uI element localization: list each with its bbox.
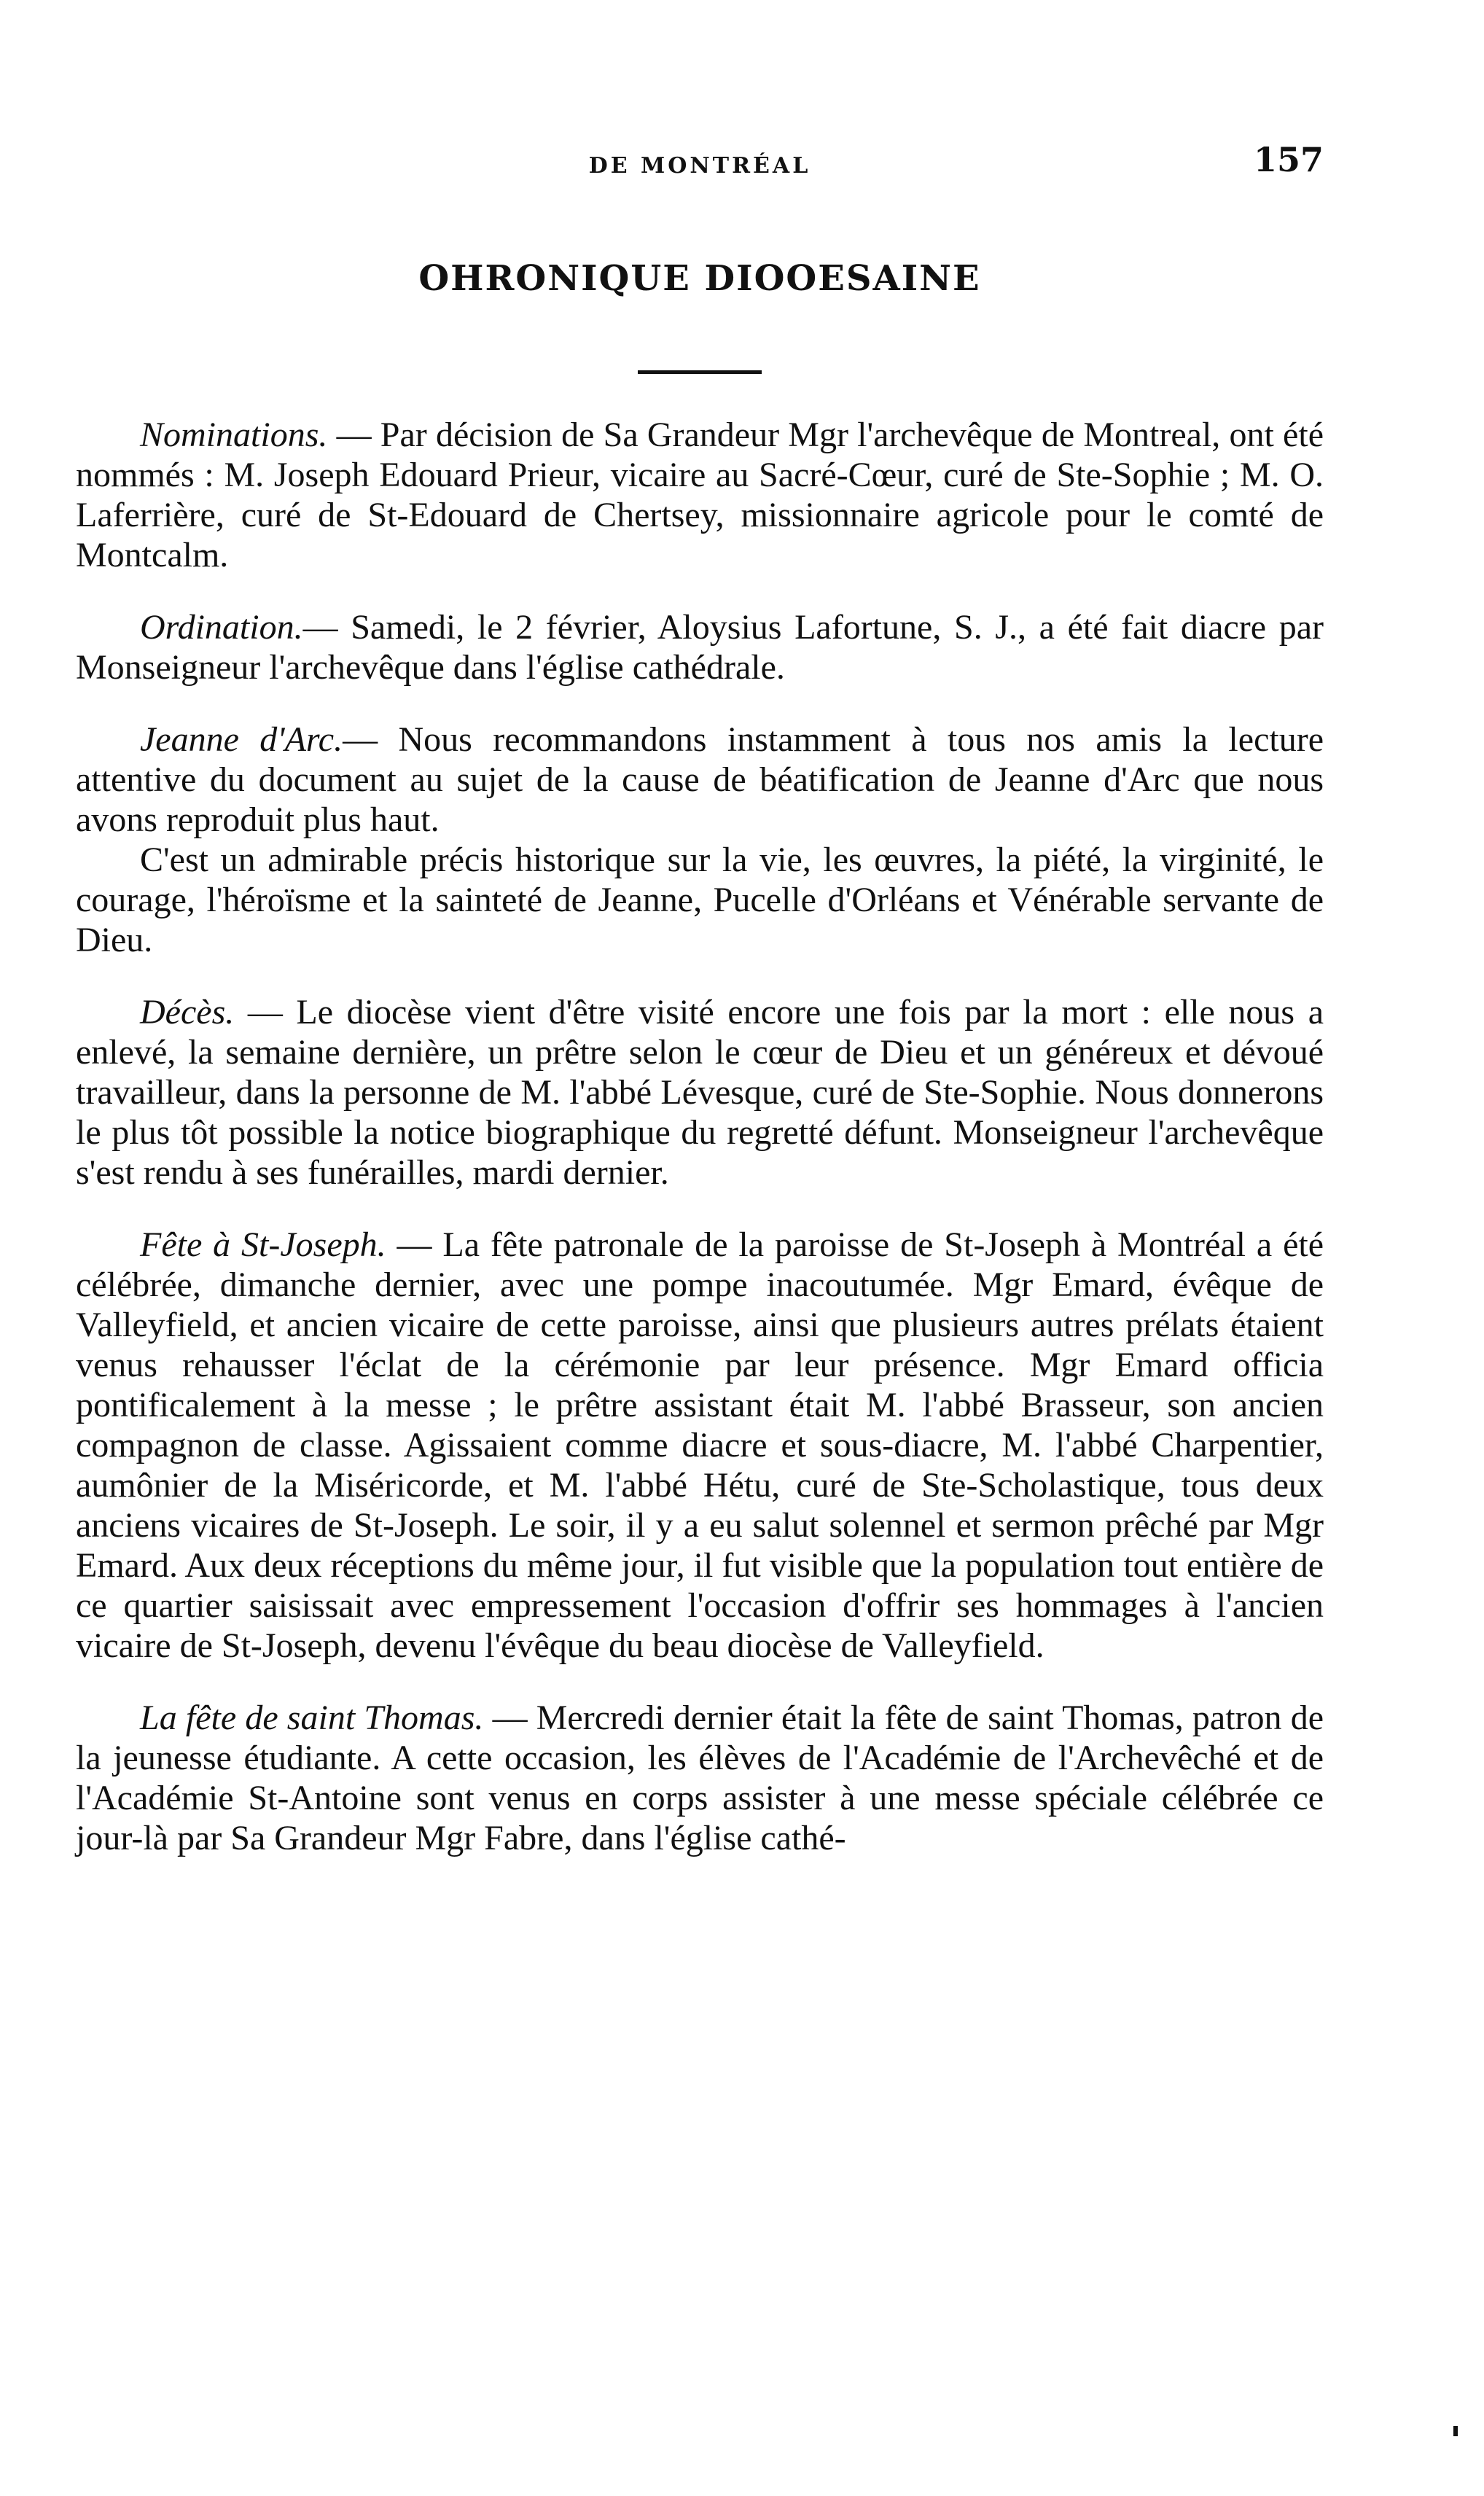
- section-title: OHRONIQUE DIOOESAINE: [418, 258, 981, 299]
- entry-text: — Par décision de Sa Grandeur Mgr l'archevêque de Montreal, ont été nommés : M. Joseph Edouard Prieur, vicaire au Sacré-Cœur, curé de Ste-Sophie ; M. O. Laferrière, curé de St-Edouard de Chertsey, missionnaire agricole pour le comté de Montcalm.: [76, 416, 1324, 574]
- entry-deces: [76, 992, 1324, 1193]
- entry-jeanne-darc: [76, 719, 1324, 840]
- entry-jeanne-darc-continued: [76, 840, 1324, 960]
- entry-fete-st-joseph: [76, 1225, 1324, 1666]
- title-rule: [638, 370, 762, 374]
- scan-speck: [1453, 2426, 1458, 2436]
- entry-lead: Nominations.: [140, 416, 328, 454]
- running-header: [76, 139, 1324, 185]
- entry-lead: Ordination.: [140, 608, 303, 647]
- entry-text: — Samedi, le 2 février, Aloysius Lafortune, S. J., a été fait diacre par Monseigneur l'archevêque dans l'église cathédrale.: [76, 608, 1324, 687]
- entry-text: — Mercredi dernier était la fête de saint Thomas, patron de la jeunesse étudiante. A cette occasion, les élèves de l'Académie de l'Archevêché et de l'Académie St-Antoine sont venus en corps assister à une messe spéciale célébrée ce jour-là par Sa Grandeur Mgr Fabre, dans l'église cathé-: [76, 1699, 1324, 1857]
- entry-nominations: [76, 415, 1324, 575]
- entry-text: — Nous recommandons instamment à tous nos amis la lecture attentive du document au sujet de la cause de béatification de Jeanne d'Arc que nous avons reproduit plus haut.: [76, 720, 1324, 839]
- running-title: DE MONTRÉAL: [588, 153, 811, 179]
- entry-text: — Le diocèse vient d'être visité encore une fois par la mort : elle nous a enlevé, la semaine dernière, un prêtre selon le cœur de Dieu et un généreux et dévoué travailleur, dans la personne de M. l'abbé Lévesque, curé de Ste-Sophie. Nous donnerons le plus tôt possible la notice biographique du regretté défunt. Monseigneur l'archevêque s'est rendu à ses funérailles, mardi dernier.: [76, 993, 1324, 1192]
- entry-ordination: [76, 607, 1324, 687]
- entry-text: C'est un admirable précis historique sur la vie, les œuvres, la piété, la virginité, le courage, l'héroïsme et la sainteté de Jeanne, Pucelle d'Orléans et Vénérable servante de Dieu.: [76, 841, 1324, 959]
- page-number: 157: [1253, 140, 1324, 179]
- entry-lead: Décès.: [140, 993, 235, 1031]
- entry-lead: La fête de saint Thomas.: [140, 1699, 484, 1737]
- entry-text: — La fête patronale de la paroisse de St-Joseph à Montréal a été célébrée, dimanche dernier, avec une pompe inacoutumée. Mgr Emard, évêque de Valleyfield, et ancien vicaire de cette paroisse, ainsi que plusieurs autres prélats étaient venus rehausser l'éclat de la cérémonie par leur présence. Mgr Emard officia pontificalement à la messe ; le prêtre assistant était M. l'abbé Brasseur, son ancien compagnon de classe. Agissaient comme diacre et sous-diacre, M. l'abbé Charpentier, aumônier de la Miséricorde, et M. l'abbé Hétu, curé de Ste-Scholastique, tous deux anciens vicaires de St-Joseph. Le soir, il y a eu salut solennel et sermon prêché par Mgr Emard. Aux deux réceptions du même jour, il fut visible que la population tout entière de ce quartier saisissait avec empressement l'occasion d'offrir ses hommages à l'ancien vicaire de St-Joseph, devenu l'évêque du beau diocèse de Valleyfield.: [76, 1225, 1324, 1665]
- entry-lead: Jeanne d'Arc.: [140, 720, 343, 759]
- entry-fete-saint-thomas: [76, 1698, 1324, 1858]
- document-page: [76, 139, 1324, 1890]
- entry-lead: Fête à St-Joseph.: [140, 1225, 386, 1264]
